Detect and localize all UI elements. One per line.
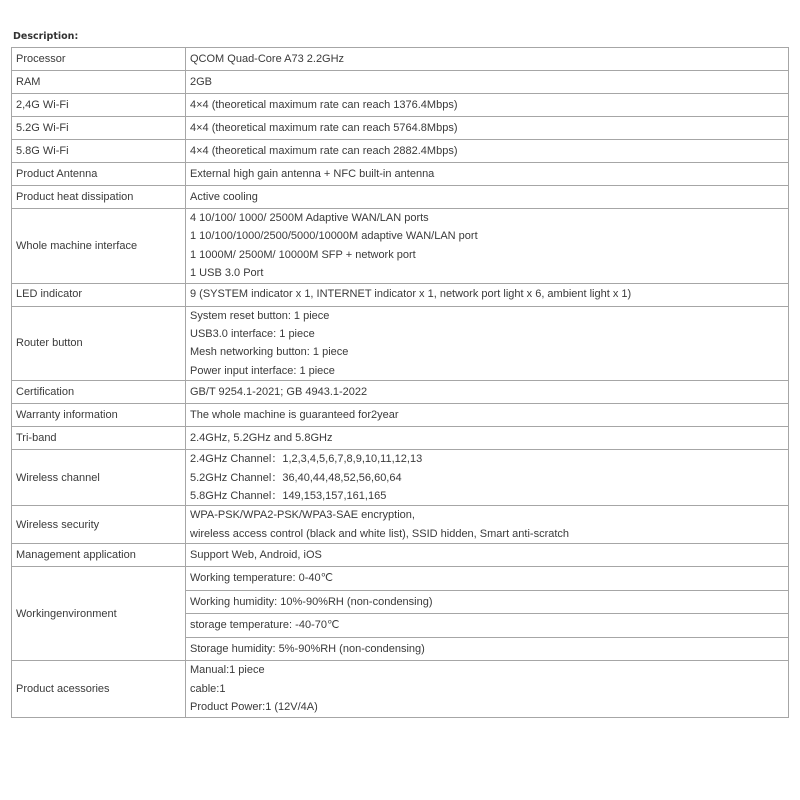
spec-label: 5.8G Wi-Fi: [12, 140, 186, 163]
spec-value-line: The whole machine is guaranteed for2year: [190, 409, 399, 422]
spec-value-line: 2.4GHz Channel：1,2,3,4,5,6,7,8,9,10,11,12,13: [190, 453, 423, 466]
spec-value-line: Product Power:1 (12V/4A): [190, 701, 318, 714]
spec-value-line: Power input interface: 1 piece: [190, 364, 335, 377]
spec-value-line: 1 1000M/ 2500M/ 10000M SFP + network port: [190, 248, 416, 261]
table-row: [12, 48, 789, 71]
table-row: [12, 567, 789, 591]
spec-value: [186, 404, 789, 427]
spec-value: [186, 450, 789, 506]
spec-value-line: 5.2GHz Channel：36,40,44,48,52,56,60,64: [190, 471, 402, 484]
spec-value: [186, 140, 789, 163]
spec-label: Processor: [12, 48, 186, 71]
spec-label: RAM: [12, 71, 186, 94]
spec-label: Product heat dissipation: [12, 186, 186, 209]
spec-value-line: 4×4 (theoretical maximum rate can reach 1376.4Mbps): [190, 98, 458, 111]
table-row: [12, 71, 789, 94]
spec-value-line: GB/T 9254.1-2021; GB 4943.1-2022: [190, 386, 368, 399]
spec-value-line: 2GB: [190, 75, 213, 88]
spec-value: [186, 209, 789, 284]
spec-value-line: QCOM Quad-Core A73 2.2GHz: [190, 52, 345, 65]
spec-value-line: 9 (SYSTEM indicator x 1, INTERNET indicator x 1, network port light x 6, ambient light x 1): [190, 288, 632, 301]
spec-value-line: Working humidity: 10%-90%RH (non-condensing): [190, 595, 433, 608]
spec-value-line: Support Web, Android, iOS: [190, 549, 322, 562]
spec-value-line: wireless access control (black and white list), SSID hidden, Smart anti-scratch: [190, 527, 570, 540]
table-row: [12, 163, 789, 186]
table-row: [12, 283, 789, 306]
spec-label: Certification: [12, 381, 186, 404]
table-row: [12, 117, 789, 140]
spec-value-line: storage temperature: -40-70℃: [190, 619, 340, 632]
spec-value: [186, 427, 789, 450]
spec-value-line: 2.4GHz, 5.2GHz and 5.8GHz: [190, 432, 333, 445]
table-row: [12, 427, 789, 450]
spec-value-line: WPA-PSK/WPA2-PSK/WPA3-SAE encryption,: [190, 509, 415, 522]
spec-label: LED indicator: [12, 283, 186, 306]
spec-value: [186, 94, 789, 117]
spec-label: Workingenvironment: [12, 567, 186, 661]
table-row: [12, 506, 789, 544]
spec-label: 5.2G Wi-Fi: [12, 117, 186, 140]
spec-value-line: cable:1: [190, 682, 226, 695]
spec-label: Router button: [12, 306, 186, 381]
spec-value: [186, 544, 789, 567]
spec-label: 2,4G Wi-Fi: [12, 94, 186, 117]
spec-label: Product Antenna: [12, 163, 186, 186]
spec-value: [186, 283, 789, 306]
spec-value-line: 1 USB 3.0 Port: [190, 267, 264, 280]
table-row: [12, 404, 789, 427]
spec-value-line: Manual:1 piece: [190, 664, 265, 677]
spec-value: [186, 163, 789, 186]
table-row: [12, 140, 789, 163]
spec-value: [186, 71, 789, 94]
spec-label: Wireless security: [12, 506, 186, 544]
spec-value-line: 4 10/100/ 1000/ 2500M Adaptive WAN/LAN ports: [190, 212, 429, 224]
table-row: [12, 94, 789, 117]
spec-value: [186, 637, 789, 661]
spec-value: [186, 661, 789, 717]
spec-value: [186, 567, 789, 591]
spec-value: [186, 186, 789, 209]
spec-value: [186, 506, 789, 544]
spec-value: [186, 48, 789, 71]
spec-table: [11, 47, 789, 718]
spec-value-line: Mesh networking button: 1 piece: [190, 346, 349, 359]
spec-value-line: Active cooling: [190, 190, 258, 203]
spec-value: [186, 590, 789, 614]
table-row: [12, 544, 789, 567]
description-heading: Description:: [13, 31, 79, 42]
spec-value-line: 4×4 (theoretical maximum rate can reach 5764.8Mbps): [190, 121, 458, 134]
spec-value-line: Working temperature: 0-40℃: [190, 572, 333, 585]
spec-value-line: USB3.0 interface: 1 piece: [190, 328, 315, 341]
spec-value-line: Storage humidity: 5%-90%RH (non-condensing): [190, 642, 425, 655]
spec-value-line: 4×4 (theoretical maximum rate can reach 2882.4Mbps): [190, 144, 458, 157]
table-row: [12, 186, 789, 209]
table-row: [12, 381, 789, 404]
spec-value-line: 1 10/100/1000/2500/5000/10000M adaptive WAN/LAN port: [190, 230, 478, 243]
spec-value-line: 5.8GHz Channel：149,153,157,161,165: [190, 490, 387, 503]
spec-label: Tri-band: [12, 427, 186, 450]
spec-value-line: System reset button: 1 piece: [190, 309, 330, 322]
table-row: [12, 209, 789, 284]
spec-label: Wireless channel: [12, 450, 186, 506]
spec-value: [186, 614, 789, 638]
table-row: [12, 450, 789, 506]
spec-value: [186, 381, 789, 404]
spec-label: Product acessories: [12, 661, 186, 717]
table-row: [12, 306, 789, 381]
spec-label: Warranty information: [12, 404, 186, 427]
spec-value: [186, 306, 789, 381]
spec-value: [186, 117, 789, 140]
spec-label: Management application: [12, 544, 186, 567]
spec-value-line: External high gain antenna + NFC built-in antenna: [190, 167, 435, 180]
spec-label: Whole machine interface: [12, 209, 186, 284]
table-row: [12, 661, 789, 717]
